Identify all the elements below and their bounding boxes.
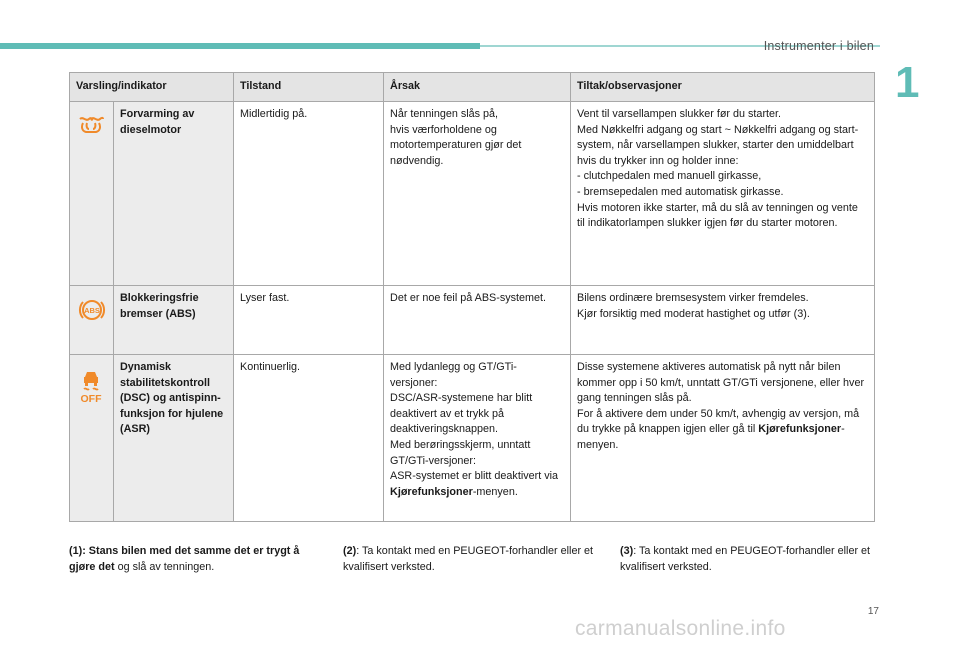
icon-cell xyxy=(70,286,114,355)
action-text: -menyen. xyxy=(577,423,845,451)
action-cell xyxy=(571,102,875,286)
menu-name: Kjørefunksjoner xyxy=(390,485,473,498)
footnote-2 xyxy=(343,543,603,575)
footnote-text: og slå av tenningen. xyxy=(114,561,215,573)
table-row xyxy=(70,102,875,286)
cause-line xyxy=(390,469,564,500)
state-cell: Lyser fast. xyxy=(234,286,384,355)
action-cell xyxy=(571,286,875,355)
cause-line: nødvendig. xyxy=(390,154,444,167)
indicator-name: Dynamisk stabilitetskontroll (DSC) og antispinn-funksjon for hjulene (ASR) xyxy=(114,355,234,522)
column-header: Tilstand xyxy=(234,73,384,102)
action-line xyxy=(577,407,868,454)
warning-lamp-table xyxy=(69,72,875,522)
glow-plug-warning-icon xyxy=(78,116,104,134)
indicator-name: Blokkeringsfrie bremser (ABS) xyxy=(114,286,234,355)
cause-line: DSC/ASR-systemene har blitt deaktivert av et trykk på deaktiveringsknappen. xyxy=(390,392,533,436)
indicator-name: Forvarming av dieselmotor xyxy=(114,102,234,286)
table-row xyxy=(70,355,875,522)
action-line: Disse systemene aktiveres automatisk på nytt når bilen kommer opp i 50 km/t, unntatt GT/GTi versjonene, eller hver gang tenningen slås på. xyxy=(577,361,865,405)
cause-line: Med berøringsskjerm, unntatt GT/GTi-versjoner: xyxy=(390,438,531,467)
footnote-ref: (2) xyxy=(343,545,357,557)
cause-text: -menyen. xyxy=(472,485,518,498)
cause-line: motortemperaturen gjør det xyxy=(390,139,522,152)
action-line: Bilens ordinære bremsesystem virker fremdeles. xyxy=(577,292,809,304)
page-number: 17 xyxy=(867,606,879,617)
footnote-text: : Ta kontakt med en PEUGEOT-forhandler eller et kvalifisert verksted. xyxy=(620,545,871,573)
cause-line: Med lydanlegg og GT/GTi-versjoner: xyxy=(390,361,517,389)
footnote-1 xyxy=(69,543,319,575)
action-line: Vent til varsellampen slukker før du starter. xyxy=(577,108,782,120)
svg-text:ABS: ABS xyxy=(84,306,100,315)
footnote-ref: (1) xyxy=(69,545,83,557)
action-text: For å aktivere dem under 50 km/t, avhengig av versjon, må du trykke på knappen igjen eller gå til xyxy=(577,407,860,436)
dsc-off-warning-icon xyxy=(78,367,104,403)
state-cell: Kontinuerlig. xyxy=(234,355,384,522)
cause-line: Når tenningen slås på, xyxy=(390,108,499,120)
column-header: Årsak xyxy=(384,73,571,102)
state-cell: Midlertidig på. xyxy=(234,102,384,286)
section-title: Instrumenter i bilen xyxy=(763,39,874,53)
footnote-ref: (3) xyxy=(620,545,634,557)
header-accent-bar xyxy=(0,43,480,49)
watermark: carmanualsonline.info xyxy=(575,617,786,640)
cause-cell xyxy=(384,102,571,286)
action-line: Med Nøkkelfri adgang og start ~ Nøkkelfri adgang og start-system, når varsellampen slukker, starter den umiddelbart hvis du trykker inn og holder inne: xyxy=(577,123,859,167)
footnote-text: : Ta kontakt med en PEUGEOT-forhandler eller et kvalifisert verksted. xyxy=(343,545,594,573)
abs-warning-icon xyxy=(78,296,106,324)
off-label: OFF xyxy=(80,393,102,403)
action-line: - clutchpedalen med manuell girkasse, xyxy=(577,170,762,183)
column-header: Tiltak/observasjoner xyxy=(571,73,875,102)
table-row xyxy=(70,286,875,355)
icon-cell xyxy=(70,355,114,522)
cause-text: ASR-systemet er blitt deaktivert via xyxy=(390,470,559,483)
action-cell xyxy=(571,355,875,522)
action-line: - bremsepedalen med automatisk girkasse. xyxy=(577,185,784,198)
chapter-number: 1 xyxy=(895,58,920,107)
action-line: Kjør forsiktig med moderat hastighet og utfør (3). xyxy=(577,307,810,320)
menu-name: Kjørefunksjoner xyxy=(758,423,842,436)
footnote-bold-text: : Stans bilen med det samme det er trygt å gjøre det xyxy=(69,545,300,573)
column-header: Varsling/indikator xyxy=(70,73,234,102)
icon-cell xyxy=(70,102,114,286)
cause-cell xyxy=(384,355,571,522)
table-header-row xyxy=(70,73,875,102)
action-line: Hvis motoren ikke starter, må du slå av tenningen og vente til indikatorlampen slukker igjen før du starter motoren. xyxy=(577,201,858,230)
cause-cell: Det er noe feil på ABS-systemet. xyxy=(384,286,571,355)
footnote-3 xyxy=(620,543,880,575)
cause-line: hvis værforholdene og xyxy=(390,123,497,136)
